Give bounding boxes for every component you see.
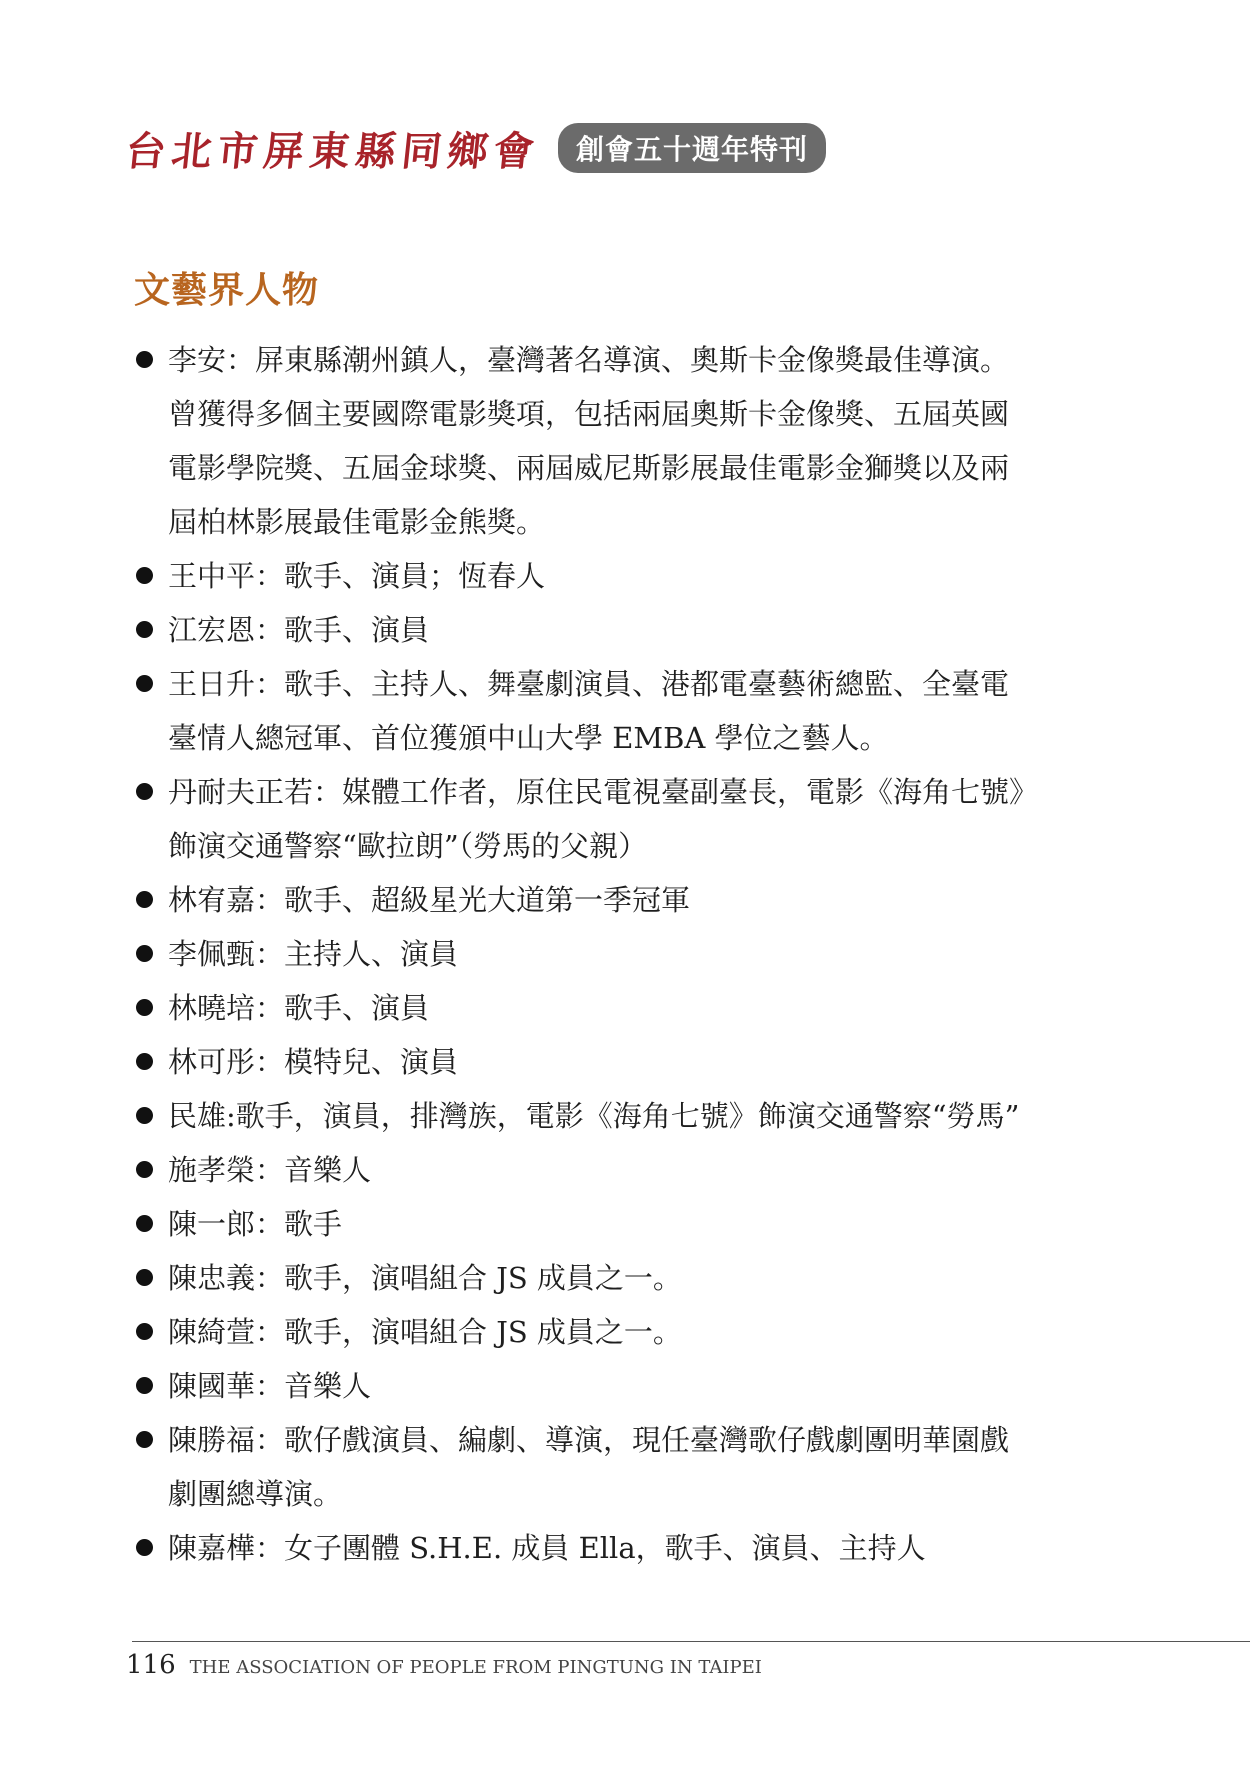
person-entry-text: 林可彤：模特兒、演員 — [168, 1045, 459, 1079]
bullet-icon — [136, 1215, 153, 1232]
list-item — [132, 1089, 1122, 1143]
person-entry-text: 江宏恩：歌手、演員 — [168, 613, 430, 647]
bullet-icon — [136, 1539, 153, 1556]
bullet-icon — [136, 891, 153, 908]
person-entry-text: 陳勝福：歌仔戲演員、編劇、導演，現任臺灣歌仔戲劇團明華園戲 劇團總導演。 — [168, 1423, 1010, 1511]
list-item — [132, 1413, 1122, 1521]
person-entry-text: 丹耐夫正若：媒體工作者，原住民電視臺副臺長，電影《海角七號》 飾演交通警察“歐拉朗”（勞馬的父親） — [168, 775, 1039, 863]
bullet-icon — [136, 1161, 153, 1178]
bullet-icon — [136, 1269, 153, 1286]
bullet-icon — [136, 999, 153, 1016]
list-item — [132, 1521, 1122, 1575]
list-item — [132, 1197, 1122, 1251]
list-item — [132, 657, 1122, 765]
person-entry-text: 李佩甄：主持人、演員 — [168, 937, 459, 971]
bullet-icon — [136, 783, 153, 800]
bullet-icon — [136, 567, 153, 584]
person-entry-text: 陳綺萱：歌手，演唱組合 JS 成員之一。 — [168, 1315, 682, 1349]
list-item — [132, 927, 1122, 981]
page-footer — [126, 1650, 762, 1680]
page-number: 116 — [126, 1650, 176, 1680]
bullet-icon — [136, 675, 153, 692]
person-entry-text: 陳一郎：歌手 — [168, 1207, 343, 1241]
person-entry-text: 陳嘉樺：女子團體 S.H.E. 成員 Ella，歌手、演員、主持人 — [168, 1531, 926, 1565]
people-list — [132, 333, 1122, 1575]
anniversary-badge: 創會五十週年特刊 — [558, 123, 826, 173]
footer-divider — [132, 1641, 1250, 1642]
person-entry-text: 王日升：歌手、主持人、舞臺劇演員、港都電臺藝術總監、全臺電 臺情人總冠軍、首位獲頒中山大學 EMBA 學位之藝人。 — [168, 667, 1010, 755]
list-item — [132, 333, 1122, 549]
bullet-icon — [136, 1323, 153, 1340]
person-entry-text: 林宥嘉：歌手、超級星光大道第一季冠軍 — [168, 883, 691, 917]
bullet-icon — [136, 1107, 153, 1124]
person-entry-text: 王中平：歌手、演員；恆春人 — [168, 559, 546, 593]
list-item — [132, 549, 1122, 603]
list-item — [132, 1143, 1122, 1197]
list-item — [132, 1035, 1122, 1089]
person-entry-text: 李安：屏東縣潮州鎮人，臺灣著名導演、奧斯卡金像獎最佳導演。 曾獲得多個主要國際電影獎項，包括兩屆奧斯卡金像獎、五屆英國 電影學院獎、五屆金球獎、兩屆威尼斯影展最佳電影金獅獎以及兩 屆柏林影展最佳電影金熊獎。 — [168, 343, 1010, 539]
person-entry-text: 民雄:歌手，演員，排灣族，電影《海角七號》飾演交通警察“勞馬” — [168, 1099, 1020, 1133]
list-item — [132, 1305, 1122, 1359]
list-item — [132, 603, 1122, 657]
list-item — [132, 873, 1122, 927]
page-header — [123, 118, 826, 178]
bullet-icon — [136, 621, 153, 638]
list-item — [132, 765, 1122, 873]
person-entry-text: 林曉培：歌手、演員 — [168, 991, 430, 1025]
bullet-icon — [136, 945, 153, 962]
person-entry-text: 施孝榮：音樂人 — [168, 1153, 372, 1187]
person-entry-text: 陳忠義：歌手，演唱組合 JS 成員之一。 — [168, 1261, 682, 1295]
footer-association-name: THE ASSOCIATION OF PEOPLE FROM PINGTUNG IN TAIPEI — [189, 1657, 762, 1678]
bullet-icon — [136, 1431, 153, 1448]
bullet-icon — [136, 1053, 153, 1070]
person-entry-text: 陳國華：音樂人 — [168, 1369, 372, 1403]
bullet-icon — [136, 1377, 153, 1394]
list-item — [132, 981, 1122, 1035]
section-title: 文藝界人物 — [134, 270, 320, 311]
association-logo-text: 台北市屏東縣同鄉會 — [123, 127, 543, 175]
bullet-icon — [136, 351, 153, 368]
list-item — [132, 1359, 1122, 1413]
list-item — [132, 1251, 1122, 1305]
